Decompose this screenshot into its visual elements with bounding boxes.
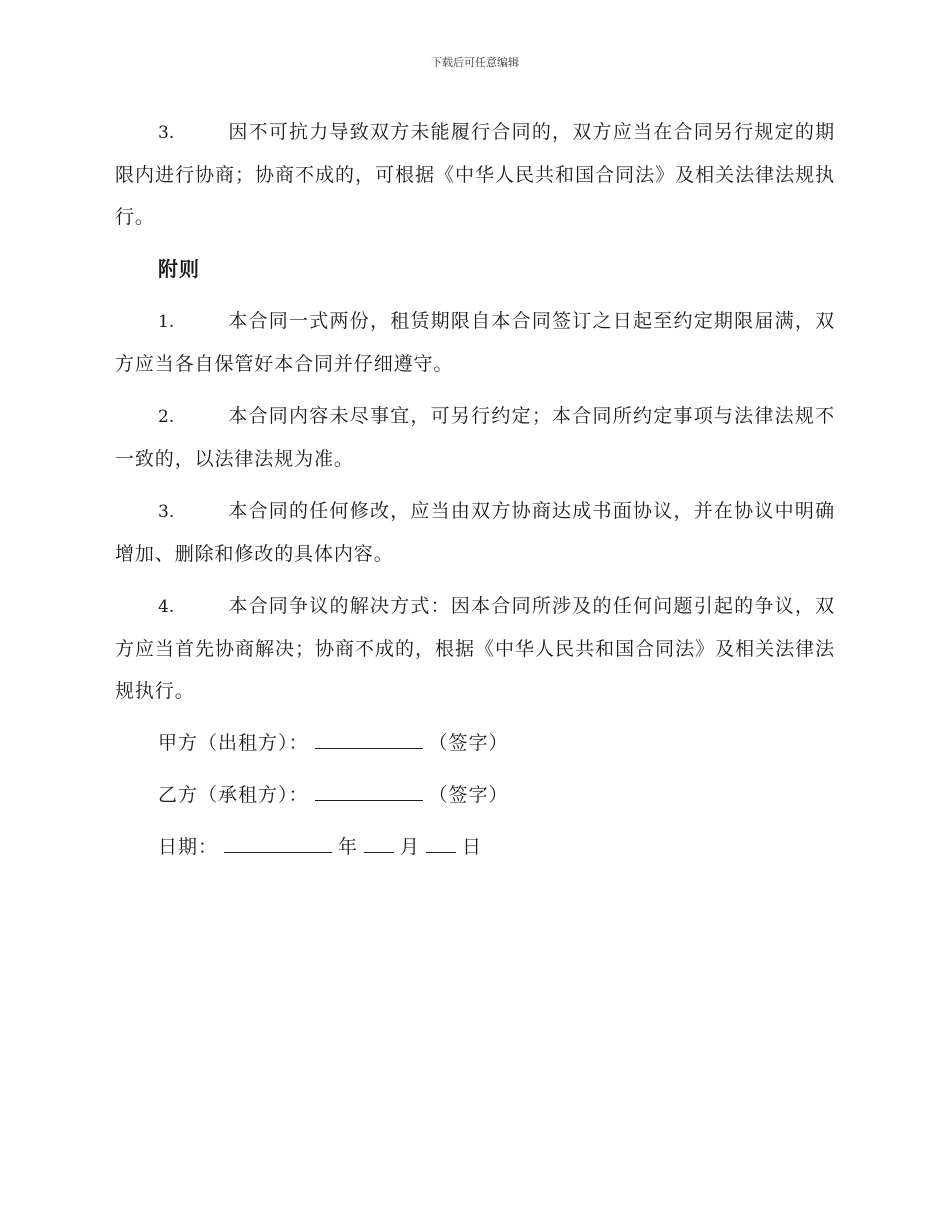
year-label: 年: [338, 836, 359, 858]
party-b-sign-suffix: （签字）: [428, 784, 509, 806]
day-blank[interactable]: [426, 828, 456, 853]
clause-text: 因不可抗力导致双方未能履行合同的，双方应当在合同另行规定的期限内进行协商；协商不成的，可根据《中华人民共和国合同法》及相关法律法规执行。: [115, 121, 835, 228]
appendix-clause-4: [115, 585, 835, 712]
document-body: [115, 111, 835, 878]
month-blank[interactable]: [364, 828, 394, 853]
day-label: 日: [462, 836, 483, 858]
clause-number: 3.: [158, 123, 175, 143]
date-label: 日期：: [158, 836, 219, 858]
party-b-signature-blank[interactable]: [315, 776, 423, 801]
clause-text: 本合同内容未尽事宜，可另行约定；本合同所约定事项与法律法规不一致的，以法律法规为准。: [115, 405, 835, 470]
month-label: 月: [400, 836, 421, 858]
party-b-signature-line: [158, 774, 835, 816]
clause-text: 本合同一式两份，租赁期限自本合同签订之日起至约定期限届满，双方应当各自保管好本合同并仔细遵守。: [115, 310, 835, 375]
page-header: 下载后可任意编辑: [431, 56, 519, 69]
clause-text: 本合同争议的解决方式：因本合同所涉及的任何问题引起的争议，双方应当首先协商解决；协商不成的，根据《中华人民共和国合同法》及相关法律法规执行。: [115, 595, 835, 702]
appendix-clause-2: [115, 395, 835, 480]
party-a-sign-suffix: （签字）: [428, 732, 509, 754]
party-a-label: 甲方（出租方）：: [158, 732, 309, 754]
party-a-signature-line: [158, 722, 835, 764]
appendix-clause-3: [115, 490, 835, 575]
clause-number: 3.: [158, 502, 175, 522]
year-blank[interactable]: [224, 828, 332, 853]
clause-number: 4.: [158, 597, 175, 617]
party-a-signature-blank[interactable]: [315, 724, 423, 749]
clause-text: 本合同的任何修改，应当由双方协商达成书面协议，并在协议中明确增加、删除和修改的具体内容。: [115, 500, 835, 565]
date-line: [158, 826, 835, 868]
clause-prev-3: [115, 111, 835, 238]
clause-number: 1.: [158, 312, 175, 332]
section-heading: 附则: [158, 257, 200, 281]
appendix-clause-1: [115, 300, 835, 385]
party-b-label: 乙方（承租方）：: [158, 784, 309, 806]
clause-number: 2.: [158, 407, 175, 427]
